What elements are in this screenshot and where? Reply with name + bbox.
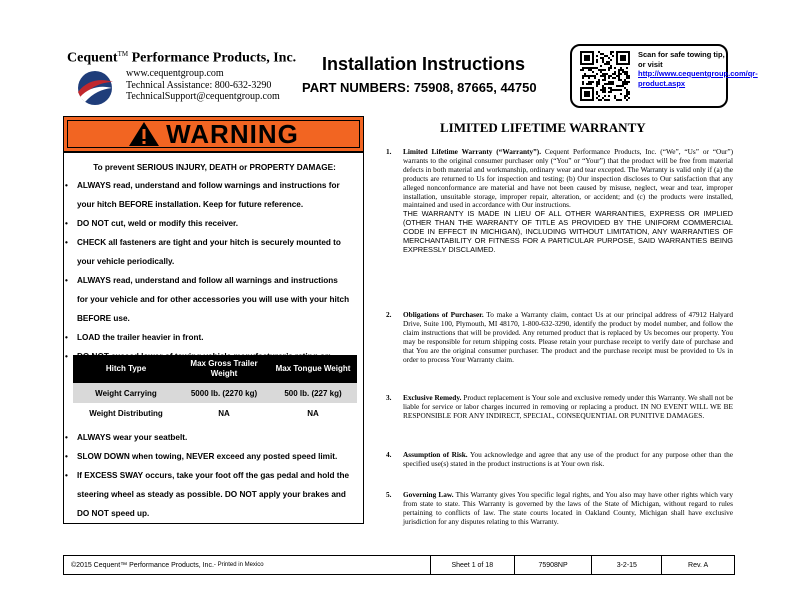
- warning-item: BEFORE use.: [77, 314, 130, 323]
- warning-item: • CHECK all fasteners are tight and your hitch is securely mounted to: [63, 233, 364, 252]
- cell-tongue-weight: 500 lb. (227 kg): [269, 383, 357, 403]
- warranty-title: LIMITED LIFETIME WARRANTY: [440, 120, 646, 135]
- section-text: [403, 394, 733, 421]
- warning-item: • If EXCESS SWAY occurs, take your foot off the gas pedal and hold the: [63, 466, 364, 485]
- col-max-tongue-weight: Max Tongue Weight: [269, 355, 357, 383]
- warning-item: your vehicle periodically.: [77, 257, 175, 266]
- warning-item: • ALWAYS read, understand and follow all warnings and instructions: [63, 271, 364, 290]
- warning-triangle-icon: [128, 121, 160, 147]
- section-text: [403, 451, 733, 469]
- table-row: [73, 403, 357, 423]
- cequent-swoosh-logo: [75, 70, 115, 106]
- section-heading: Obligations of Purchaser.: [403, 310, 484, 319]
- warning-headline: To prevent SERIOUS INJURY, DEATH or PROPERTY DAMAGE:: [93, 163, 336, 172]
- section-body: To make a Warranty claim, contact Us at our principal address of 47912 Halyard Drive, Suite 100, Plymouth, MI 48170, 1-800-632-3290, identify the product by model number, and follow the claim instructions that will be provided. Any returned product that is replaced by Us becomes our property. You may be responsible for return shipping costs. Please retain your purchase receipt to verify date of purchase and that You are the original consumer purchaser. The product and the purchase receipt must be provided to Us in order to process Your Warranty claim.: [403, 310, 734, 364]
- qr-code-icon[interactable]: [580, 51, 630, 101]
- col-max-gross-trailer-weight: Max Gross Trailer Weight: [179, 355, 269, 383]
- section-heading: Governing Law.: [403, 490, 454, 499]
- company-name: Cequent™ Performance Products, Inc.: [67, 50, 297, 66]
- warning-item: DO NOT speed up.: [77, 509, 150, 518]
- qr-url-link[interactable]: http://www.cequentgroup.com/qr-product.aspx: [638, 69, 758, 88]
- contact-info: [126, 68, 280, 103]
- cell-gross-weight: NA: [218, 408, 230, 418]
- section-body: This Warranty gives You specific legal rights, and You also may have other rights which vary from state to state. This Warranty is governed by the laws of the State of Michigan, without regard to rules pertaining to conflicts of law. The state courts located in Oakland County, Michigan shall have exclusive jurisdiction for any disputes relating to this Warranty.: [403, 490, 733, 526]
- tech-assistance: Technical Assistance: 800-632-3290: [126, 79, 272, 91]
- section-heading: Exclusive Remedy.: [403, 393, 462, 402]
- support-email[interactable]: TechnicalSupport@cequentgroup.com: [126, 91, 280, 102]
- section-body: You acknowledge and agree that any use of the product for any purpose other than the specified use(s) stated in the product instructions is at Your own risk.: [403, 450, 733, 468]
- section-text: [403, 311, 733, 364]
- col-hitch-type: Hitch Type: [73, 355, 179, 383]
- footer-revision: Rev. A: [688, 561, 709, 569]
- website-link[interactable]: www.cequentgroup.com: [126, 68, 224, 79]
- warning-item: • LOAD the trailer heavier in front.: [63, 328, 364, 347]
- warning-banner: [63, 116, 364, 152]
- warning-item: your hitch BEFORE installation. Keep for future reference.: [77, 200, 304, 209]
- cell-tongue-weight: NA: [307, 408, 319, 418]
- qr-caption: Scan for safe towing tip, or visit http://www.cequentgroup.com/qr-product.aspx: [638, 50, 758, 88]
- section-heading: Limited Lifetime Warranty (“Warranty”).: [403, 147, 542, 156]
- warranty-section: [386, 394, 733, 421]
- footer-part-number: 75908NP: [515, 556, 593, 574]
- warning-item: • DO NOT cut, weld or modify this receiver.: [63, 214, 364, 233]
- warranty-section: [386, 491, 733, 527]
- warning-item: for your vehicle and for other accessories you will use with your hitch: [77, 295, 350, 304]
- cell-gross-weight: 5000 lb. (2270 kg): [179, 383, 269, 403]
- footer-bar: [63, 555, 735, 575]
- warning-list-bottom: [63, 428, 364, 523]
- warning-title: WARNING: [166, 118, 299, 149]
- section-body: Product replacement is Your sole and exclusive remedy under this Warranty. We shall not be liable for service or labor charges incurred in removing or replacing a product. IN NO EVENT WILL WE BE RESPONSIBLE FOR ANY INDIRECT, SPECIAL, CONSEQUENTIAL OR PUNITIVE DAMAGES.: [403, 393, 734, 420]
- page-title: Installation Instructions: [322, 54, 526, 74]
- qr-box: [570, 44, 758, 108]
- section-heading: Assumption of Risk.: [403, 450, 468, 459]
- section-number: 2.: [386, 310, 392, 319]
- disclaimer-caps: THE WARRANTY IS MADE IN LIEU OF ALL OTHER WARRANTIES, EXPRESS OR IMPLIED (OTHER THAN THE WARRANTY OF TITLE AS PROVIDED BY THE UNIFORM COMMERCIAL CODE IN EFFECT IN MICHIGAN), INCLUDING WITHOUT LIMITATION, ANY WARRANTIES OF MERCHANTABILITY OR FITNESS FOR A PARTICULAR PURPOSE, SAID WARRANTIES BEING EXPRESSLY DISCLAIMED.: [403, 209, 733, 254]
- warning-item: • ALWAYS read, understand and follow warnings and instructions for: [63, 176, 364, 195]
- section-number: 4.: [386, 450, 392, 459]
- cell-hitch-type: Weight Distributing: [89, 408, 163, 418]
- warranty-section: [386, 311, 733, 364]
- footer-sheet: Sheet 1 of 18: [431, 556, 515, 574]
- section-number: 5.: [386, 490, 392, 499]
- towing-capacity-table: [73, 355, 357, 423]
- section-number: 1.: [386, 147, 392, 156]
- warning-item: steering wheel as steady as possible. DO NOT apply your brakes and: [77, 490, 346, 499]
- warning-item: • ALWAYS wear your seatbelt.: [63, 428, 364, 447]
- table-row: [73, 383, 357, 403]
- cell-hitch-type: Weight Carrying: [73, 383, 179, 403]
- section-body: Cequent Performance Products, Inc. (“We”, “Us” or “Our”) warrants to the original consumer purchaser only (“You” or “Your”) that the product will be free from material defects in both material and workmanship, ordinary wear and tear excepted. The Warranty is valid only if (a) the products are returned to Us for inspection and testing; (b) Our inspection discloses to Our satisfaction that any alleged nonconformance are material and have not been caused by misuse, neglect, wear and tear, improper installation, unsuitable storage, improper repair, alteration, or accident; and (c) the products were installed, maintained and used in accordance with Our instructions.: [403, 147, 733, 210]
- part-numbers: PART NUMBERS: 75908, 87665, 44750: [302, 80, 537, 95]
- section-text: [403, 148, 733, 255]
- warranty-section: [386, 451, 733, 469]
- section-number: 3.: [386, 393, 392, 402]
- footer-date: 3-2-15: [592, 556, 662, 574]
- table-header-row: [73, 355, 357, 383]
- footer-copyright: ©2015 Cequent™ Performance Products, Inc. - Printed in Mexico: [64, 556, 431, 574]
- warranty-section: [386, 148, 733, 255]
- warning-item: • SLOW DOWN when towing, NEVER exceed any posted speed limit.: [63, 447, 364, 466]
- section-text: [403, 491, 733, 527]
- warning-list-top: [63, 176, 364, 366]
